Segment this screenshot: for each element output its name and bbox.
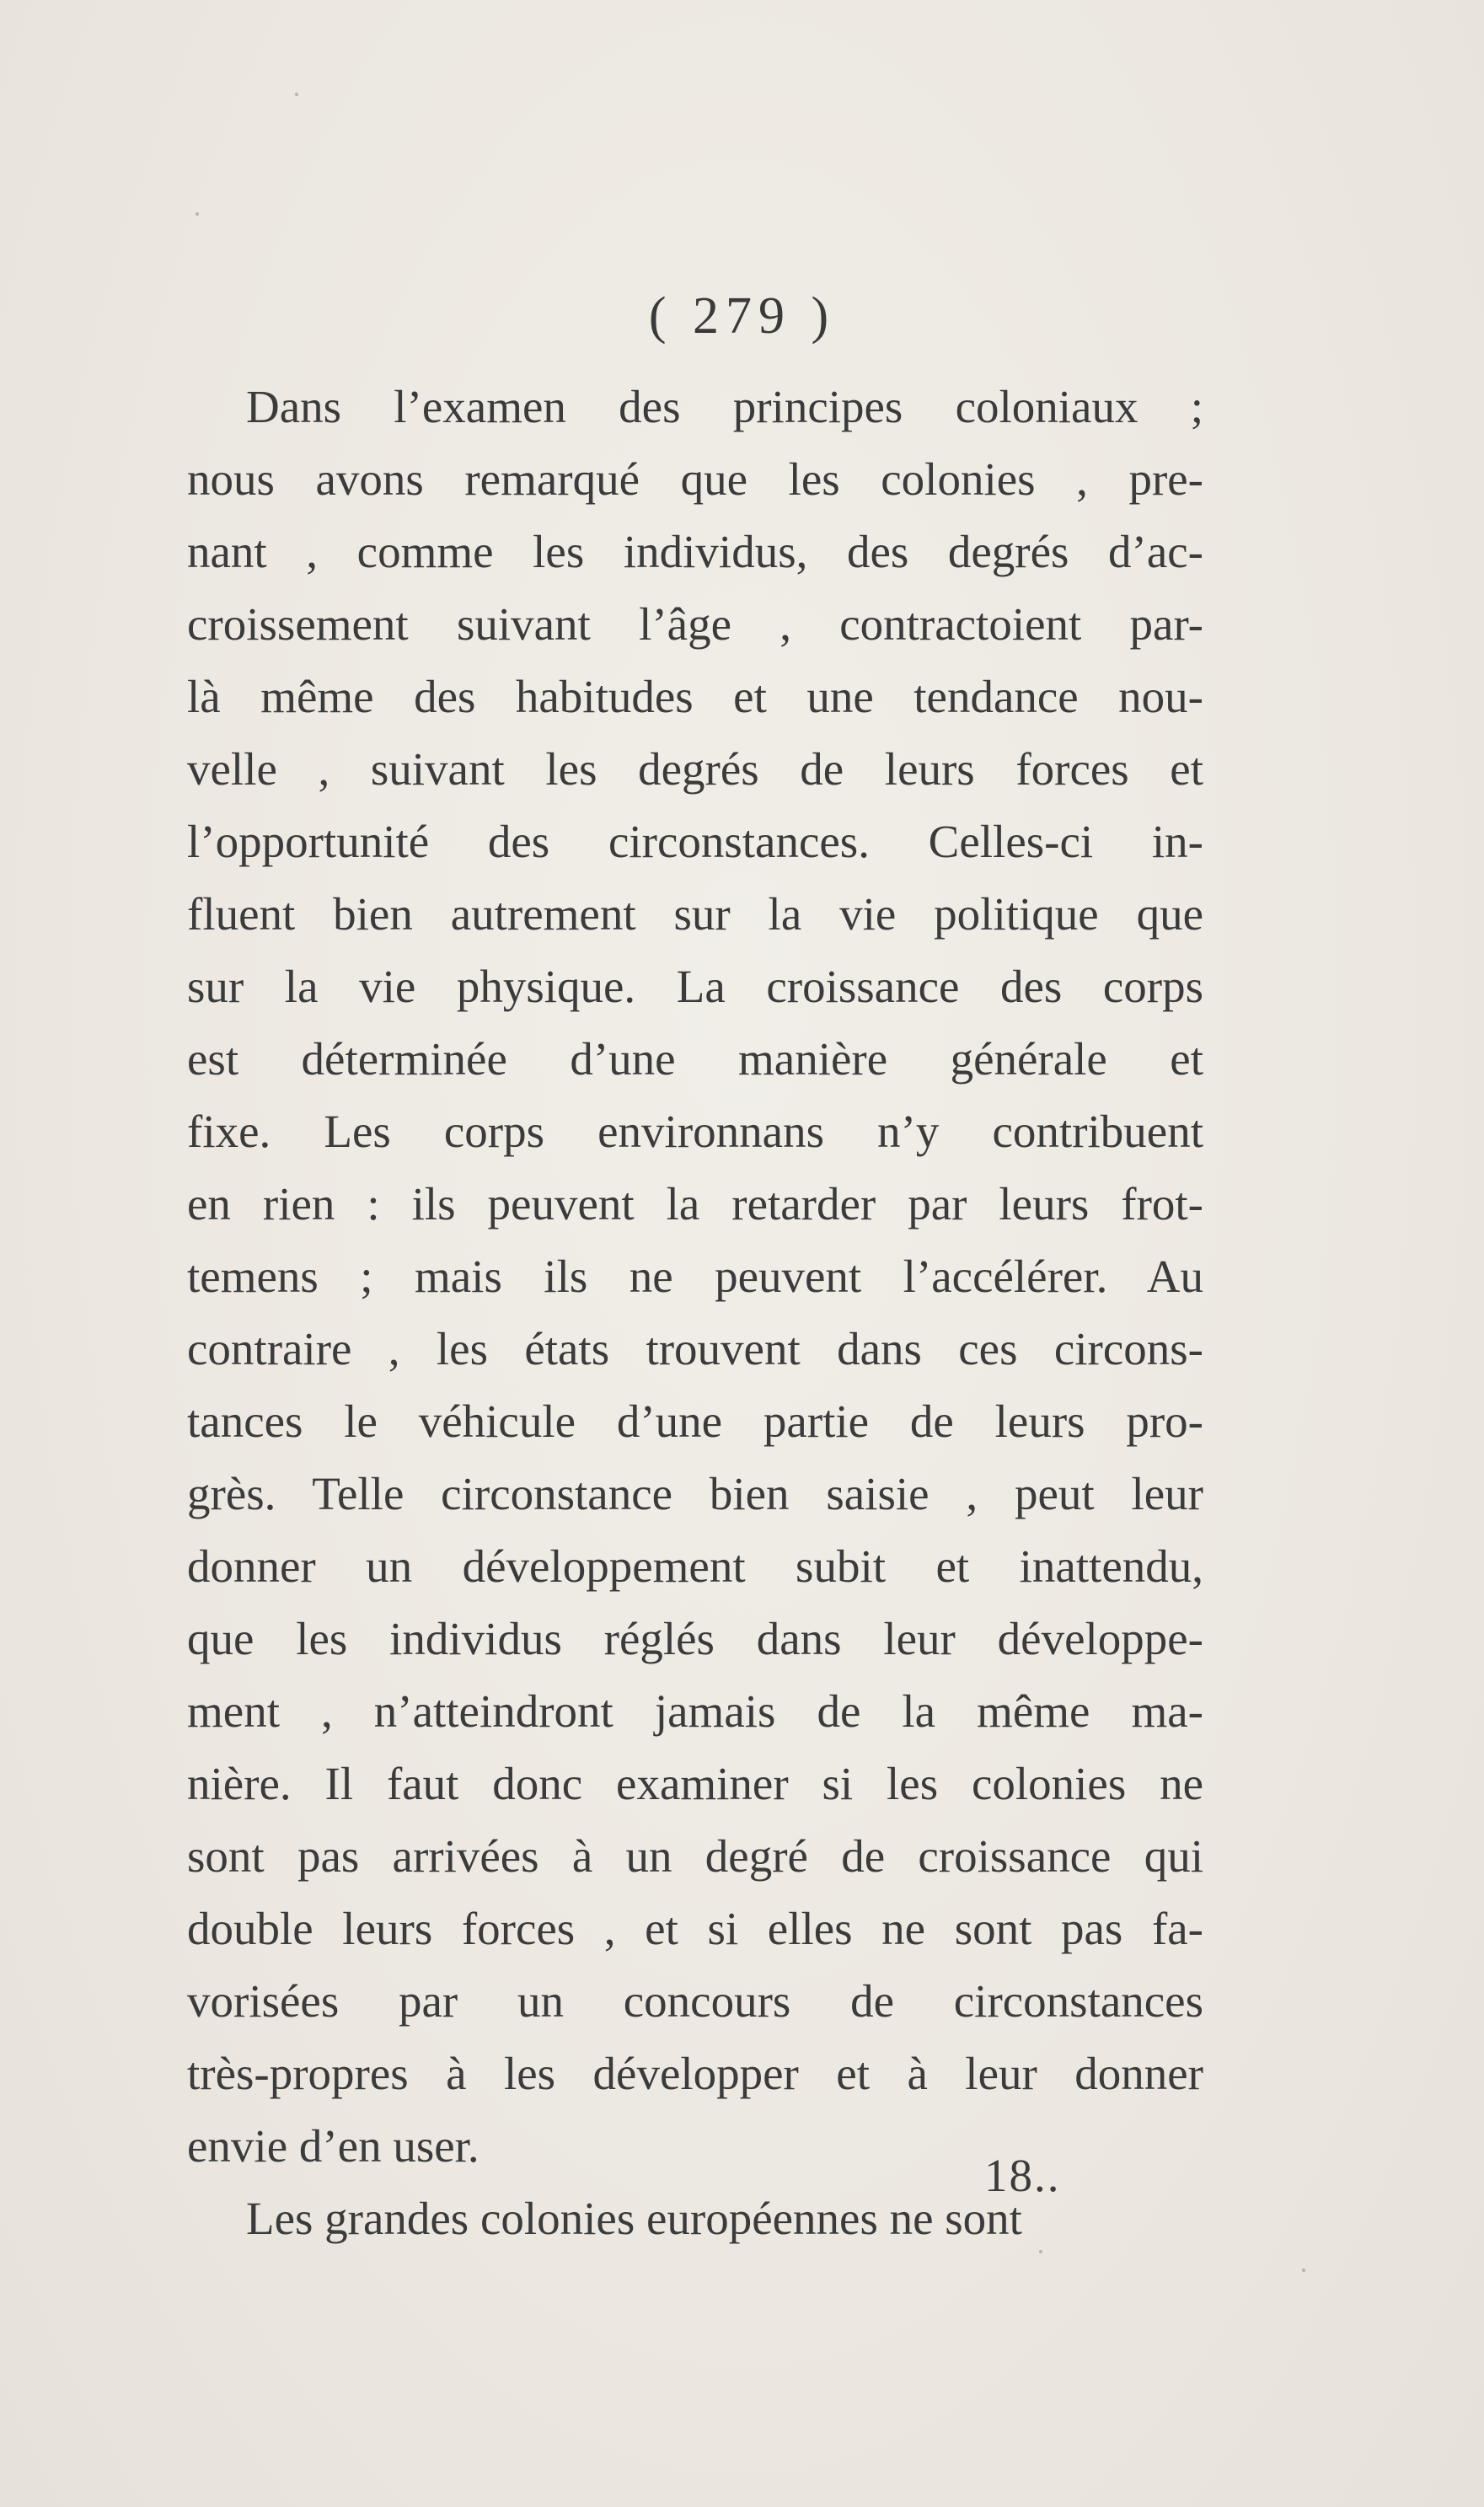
text-line: grès. Telle circonstance bien saisie , peut leur	[187, 1468, 1203, 1519]
page-number: ( 279 )	[648, 287, 836, 345]
paper-speck	[1039, 2250, 1042, 2253]
text-line: vorisées par un concours de circonstances	[187, 1975, 1203, 2027]
text-line: est déterminée d’une manière générale et	[187, 1033, 1203, 1085]
text-line: là même des habitudes et une tendance nou-	[187, 671, 1203, 722]
text-line: velle , suivant les degrés de leurs forces et	[187, 743, 1203, 795]
text-line: envie d’en user.	[187, 2120, 479, 2172]
text-line: ment , n’atteindront jamais de la même ma-	[187, 1685, 1203, 1737]
text-line: fluent bien autrement sur la vie politique que	[187, 888, 1203, 940]
text-line: Les grandes colonies européennes ne sont	[246, 2193, 1022, 2244]
text-line: tances le véhicule d’une partie de leurs pro-	[187, 1395, 1203, 1447]
text-line: l’opportunité des circonstances. Celles-ci in-	[187, 816, 1203, 867]
text-line: sur la vie physique. La croissance des corps	[187, 961, 1203, 1012]
text-line: en rien : ils peuvent la retarder par leurs frot-	[187, 1178, 1203, 1229]
text-line: nant , comme les individus, des degrés d’ac-	[187, 526, 1203, 577]
text-line: temens ; mais ils ne peuvent l’accélérer. Au	[187, 1251, 1203, 1302]
text-line: fixe. Les corps environnans n’y contribuent	[187, 1106, 1203, 1157]
body-text	[187, 371, 1203, 2255]
text-line: Dans l’examen des principes coloniaux ;	[246, 381, 1203, 432]
text-line: nous avons remarqué que les colonies , pre-	[187, 453, 1203, 505]
paper-speck	[196, 212, 199, 216]
paper-speck	[295, 93, 298, 96]
paper-speck	[1302, 2269, 1305, 2272]
catchword: 18..	[984, 2150, 1061, 2201]
text-line: que les individus réglés dans leur développe-	[187, 1613, 1203, 1664]
text-line: croissement suivant l’âge , contractoient par-	[187, 598, 1203, 650]
text-line: très-propres à les développer et à leur donner	[187, 2048, 1203, 2099]
text-line: nière. Il faut donc examiner si les colonies ne	[187, 1758, 1203, 1809]
text-line: contraire , les états trouvent dans ces circons-	[187, 1323, 1203, 1374]
text-line: sont pas arrivées à un degré de croissance qui	[187, 1830, 1203, 1882]
text-line: donner un développement subit et inattendu,	[187, 1540, 1203, 1592]
text-line: double leurs forces , et si elles ne sont pas fa-	[187, 1903, 1203, 1954]
